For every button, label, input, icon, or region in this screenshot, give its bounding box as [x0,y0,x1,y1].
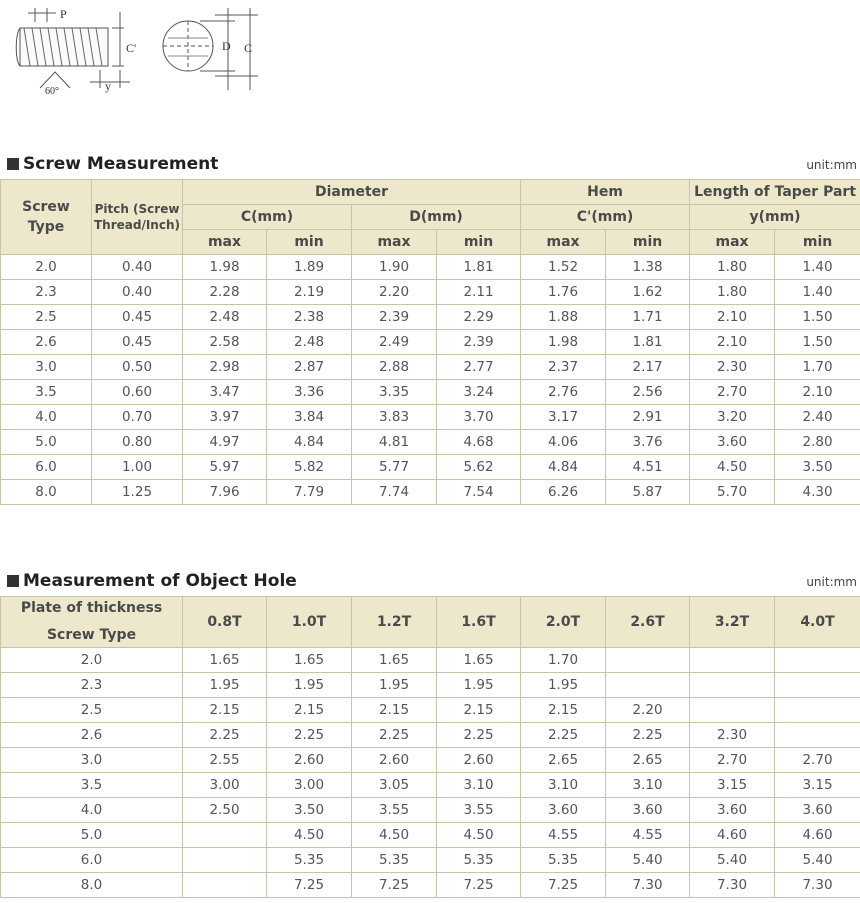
cell-value: 2.15 [267,698,352,723]
cell-screw-type: 5.0 [1,823,183,848]
cell-value: 2.70 [690,748,775,773]
cell-value [690,648,775,673]
header-d-mm: D(mm) [352,205,521,230]
header-max: max [521,230,606,255]
cell-value [183,848,267,873]
cell-value: 1.70 [521,648,606,673]
cell-value: 2.91 [606,405,690,430]
cell-value: 3.05 [352,773,437,798]
cell-value: 4.68 [437,430,521,455]
cell-value: 4.84 [267,430,352,455]
cell-value: 3.60 [690,798,775,823]
cell-value: 3.50 [775,455,860,480]
cell-value: 3.10 [437,773,521,798]
header-hem: Hem [521,180,690,205]
cell-value: 2.58 [183,330,267,355]
cell-value: 4.50 [690,455,775,480]
cell-screw-type: 8.0 [1,480,92,505]
cell-value: 2.30 [690,723,775,748]
object-hole-table [0,596,860,898]
cell-value: 2.25 [437,723,521,748]
cell-value: 3.84 [267,405,352,430]
diagram-label-p: P [60,7,67,21]
cell-screw-type: 3.0 [1,355,92,380]
section-bullet [7,575,19,587]
cell-value: 5.35 [521,848,606,873]
cell-value: 1.52 [521,255,606,280]
cell-value: 4.06 [521,430,606,455]
cell-value: 1.95 [521,673,606,698]
cell-value: 3.24 [437,380,521,405]
cell-value: 3.20 [690,405,775,430]
cell-value: 3.97 [183,405,267,430]
cell-value [606,673,690,698]
table-row [1,430,860,455]
cell-screw-type: 3.5 [1,380,92,405]
header-col: 1.2T [352,597,437,648]
cell-value: 3.17 [521,405,606,430]
table-row [1,280,860,305]
cell-value: 2.60 [267,748,352,773]
cell-value: 1.65 [183,648,267,673]
cell-pitch: 0.40 [92,280,183,305]
cell-value: 1.95 [352,673,437,698]
cell-value: 2.10 [690,330,775,355]
cell-value: 5.77 [352,455,437,480]
cell-value: 5.87 [606,480,690,505]
cell-value: 4.84 [521,455,606,480]
cell-value: 7.25 [521,873,606,898]
cell-value: 3.50 [267,798,352,823]
cell-value: 3.10 [606,773,690,798]
section-title: Measurement of Object Hole [23,571,297,591]
cell-value: 4.60 [775,823,860,848]
cell-value: 2.70 [690,380,775,405]
cell-value: 4.30 [775,480,860,505]
cell-value: 4.51 [606,455,690,480]
cell-value: 2.25 [183,723,267,748]
cell-value: 1.95 [267,673,352,698]
table-row [1,455,860,480]
cell-screw-type: 3.5 [1,773,183,798]
cell-value [775,698,860,723]
table-row [1,255,860,280]
cell-screw-type: 2.6 [1,330,92,355]
cell-value [183,823,267,848]
cell-value [690,673,775,698]
cell-value: 2.50 [183,798,267,823]
diagram-label-c-prime: C' [126,41,137,55]
cell-value: 1.95 [183,673,267,698]
cell-value: 3.55 [352,798,437,823]
cell-value: 5.35 [437,848,521,873]
header-c-mm: C(mm) [183,205,352,230]
section-bullet [7,158,19,170]
header-y-mm: y(mm) [690,205,860,230]
cell-value: 2.37 [521,355,606,380]
cell-screw-type: 5.0 [1,430,92,455]
cell-value: 2.38 [267,305,352,330]
cell-value: 6.26 [521,480,606,505]
cell-value: 2.25 [521,723,606,748]
cell-value: 3.15 [775,773,860,798]
cell-value: 1.89 [267,255,352,280]
cell-value: 5.70 [690,480,775,505]
table-row [1,798,860,823]
cell-value: 3.36 [267,380,352,405]
unit-label: unit:mm [806,158,857,172]
cell-value: 3.15 [690,773,775,798]
cell-value: 2.39 [437,330,521,355]
cell-pitch: 0.70 [92,405,183,430]
table-row [1,305,860,330]
cell-value: 5.62 [437,455,521,480]
diagram-label-d: D [222,39,231,53]
cell-screw-type: 8.0 [1,873,183,898]
cell-value: 1.65 [437,648,521,673]
header-taper: Length of Taper Part [690,180,860,205]
cell-value: 2.15 [437,698,521,723]
cell-value: 1.62 [606,280,690,305]
header-min: min [437,230,521,255]
header-screw-type: Screw Type [46,627,137,643]
header-col: 4.0T [775,597,860,648]
cell-value: 7.74 [352,480,437,505]
cell-value: 7.30 [606,873,690,898]
cell-value: 2.56 [606,380,690,405]
cell-value: 5.40 [690,848,775,873]
cell-value: 4.50 [267,823,352,848]
cell-value: 2.25 [352,723,437,748]
cell-value: 4.55 [606,823,690,848]
header-diameter: Diameter [183,180,521,205]
header-cp-mm: C'(mm) [521,205,690,230]
cell-pitch: 0.45 [92,330,183,355]
table-row [1,773,860,798]
cell-pitch: 0.50 [92,355,183,380]
cell-screw-type: 4.0 [1,405,92,430]
header-screw-type: Screw Type [1,180,92,255]
cell-value: 5.35 [352,848,437,873]
cell-value: 2.15 [352,698,437,723]
cell-value: 7.25 [437,873,521,898]
cell-value: 1.95 [437,673,521,698]
cell-value: 1.76 [521,280,606,305]
cell-value: 1.50 [775,305,860,330]
cell-value: 5.40 [775,848,860,873]
cell-screw-type: 4.0 [1,798,183,823]
section-title: Screw Measurement [23,154,219,174]
cell-pitch: 0.60 [92,380,183,405]
cell-value: 3.60 [775,798,860,823]
cell-value: 1.81 [437,255,521,280]
header-min: min [775,230,860,255]
cell-value: 7.25 [352,873,437,898]
cell-value: 3.10 [521,773,606,798]
cell-value: 2.65 [606,748,690,773]
section-screw-measurement-header [0,154,860,176]
cell-value: 2.25 [267,723,352,748]
cell-value: 1.40 [775,280,860,305]
cell-value: 2.98 [183,355,267,380]
cell-value: 3.55 [437,798,521,823]
cell-value: 2.20 [352,280,437,305]
cell-value: 1.80 [690,255,775,280]
cell-value: 5.40 [606,848,690,873]
table-row [1,380,860,405]
cell-value: 2.87 [267,355,352,380]
cell-value: 4.50 [352,823,437,848]
cell-value: 2.60 [352,748,437,773]
cell-value: 2.25 [606,723,690,748]
cell-value: 2.65 [521,748,606,773]
table-row [1,748,860,773]
cell-screw-type: 6.0 [1,848,183,873]
cell-value: 2.60 [437,748,521,773]
cell-value: 4.50 [437,823,521,848]
cell-value [775,723,860,748]
header-corner [1,597,183,648]
cell-value: 2.19 [267,280,352,305]
cell-value: 5.35 [267,848,352,873]
cell-value: 1.90 [352,255,437,280]
cell-screw-type: 3.0 [1,748,183,773]
cell-value: 1.81 [606,330,690,355]
table-row [1,480,860,505]
cell-value: 7.30 [690,873,775,898]
cell-pitch: 0.80 [92,430,183,455]
cell-value: 2.10 [775,380,860,405]
cell-value: 3.76 [606,430,690,455]
cell-value [606,648,690,673]
table-row [1,848,860,873]
cell-value: 3.70 [437,405,521,430]
table-row [1,405,860,430]
diagram-label-angle: 60° [45,86,59,97]
cell-value: 3.60 [690,430,775,455]
header-col: 2.0T [521,597,606,648]
cell-value: 2.77 [437,355,521,380]
cell-value: 1.71 [606,305,690,330]
cell-pitch: 1.00 [92,455,183,480]
cell-screw-type: 2.5 [1,305,92,330]
cell-screw-type: 2.0 [1,255,92,280]
cell-value: 4.81 [352,430,437,455]
table-row [1,355,860,380]
diagram-label-y: y [105,79,111,93]
header-plate-thickness: Plate of thickness [20,600,163,616]
cell-value: 3.35 [352,380,437,405]
cell-value: 2.49 [352,330,437,355]
header-col: 1.0T [267,597,352,648]
table-row [1,330,860,355]
cell-value: 2.80 [775,430,860,455]
cell-screw-type: 2.5 [1,698,183,723]
cell-value: 2.28 [183,280,267,305]
screw-diagram [0,0,270,100]
unit-label: unit:mm [806,575,857,589]
header-min: min [606,230,690,255]
cell-value: 2.40 [775,405,860,430]
cell-pitch: 0.45 [92,305,183,330]
cell-value: 2.17 [606,355,690,380]
cell-value: 1.40 [775,255,860,280]
cell-value: 1.98 [183,255,267,280]
table-row [1,723,860,748]
diagram-label-c: C [244,41,253,55]
cell-value: 2.39 [352,305,437,330]
cell-value: 2.70 [775,748,860,773]
cell-pitch: 0.40 [92,255,183,280]
cell-value: 2.30 [690,355,775,380]
cell-value: 3.47 [183,380,267,405]
cell-value: 7.96 [183,480,267,505]
cell-value: 4.60 [690,823,775,848]
cell-value: 2.15 [183,698,267,723]
cell-value: 1.88 [521,305,606,330]
cell-value: 1.65 [267,648,352,673]
cell-value: 4.97 [183,430,267,455]
cell-value: 3.60 [606,798,690,823]
cell-value [183,873,267,898]
header-max: max [690,230,775,255]
cell-pitch: 1.25 [92,480,183,505]
cell-value: 2.15 [521,698,606,723]
cell-value [690,698,775,723]
cell-value: 3.60 [521,798,606,823]
table-row [1,673,860,698]
cell-screw-type: 6.0 [1,455,92,480]
cell-value: 5.82 [267,455,352,480]
cell-value [775,673,860,698]
cell-value: 4.55 [521,823,606,848]
table-row [1,698,860,723]
cell-value: 1.70 [775,355,860,380]
cell-value: 2.55 [183,748,267,773]
header-min: min [267,230,352,255]
cell-screw-type: 2.6 [1,723,183,748]
cell-value: 7.30 [775,873,860,898]
cell-screw-type: 2.3 [1,673,183,698]
cell-value: 2.48 [267,330,352,355]
cell-value: 3.00 [267,773,352,798]
cell-screw-type: 2.0 [1,648,183,673]
section-object-hole-header [0,571,860,593]
header-max: max [352,230,437,255]
cell-value [775,648,860,673]
cell-value: 7.25 [267,873,352,898]
cell-value: 2.48 [183,305,267,330]
header-col: 0.8T [183,597,267,648]
cell-value: 3.83 [352,405,437,430]
header-max: max [183,230,267,255]
header-col: 1.6T [437,597,521,648]
cell-screw-type: 2.3 [1,280,92,305]
table-row [1,648,860,673]
cell-value: 2.88 [352,355,437,380]
cell-value: 1.50 [775,330,860,355]
cell-value: 2.11 [437,280,521,305]
screw-measurement-table [0,179,860,505]
cell-value: 1.65 [352,648,437,673]
cell-value: 3.00 [183,773,267,798]
cell-value: 2.10 [690,305,775,330]
header-col: 3.2T [690,597,775,648]
cell-value: 7.79 [267,480,352,505]
table-row [1,873,860,898]
cell-value: 2.29 [437,305,521,330]
cell-value: 1.80 [690,280,775,305]
header-col: 2.6T [606,597,690,648]
cell-value: 7.54 [437,480,521,505]
table-row [1,823,860,848]
cell-value: 5.97 [183,455,267,480]
cell-value: 2.20 [606,698,690,723]
cell-value: 1.98 [521,330,606,355]
cell-value: 1.38 [606,255,690,280]
cell-value: 2.76 [521,380,606,405]
header-pitch: Pitch (Screw Thread/Inch) [92,180,183,255]
